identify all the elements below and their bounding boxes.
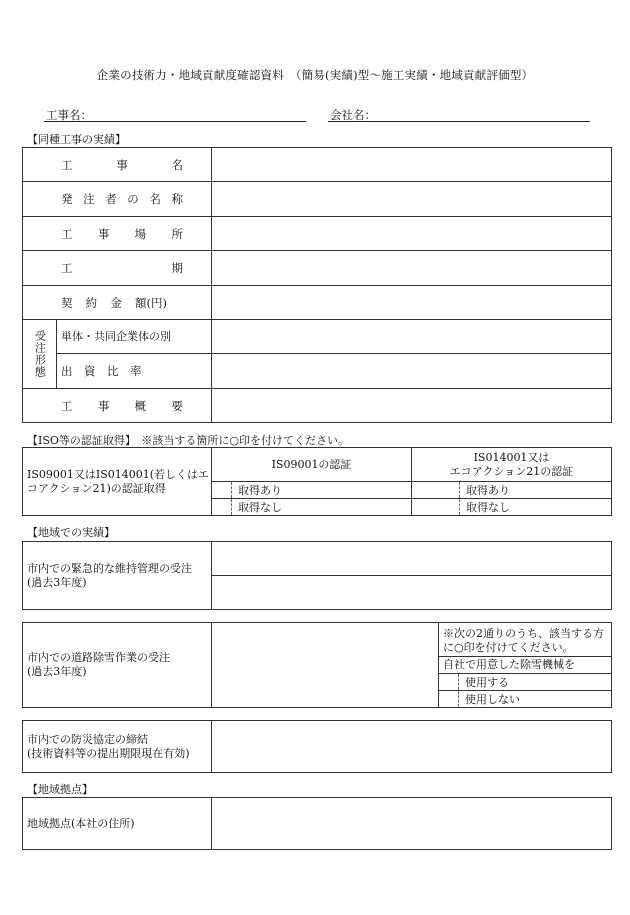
label-gaiyo: 工 事 概 要 (61, 398, 183, 413)
disaster-input[interactable] (212, 721, 612, 773)
snow-label (23, 651, 211, 679)
label-kouki: 工 期 (61, 261, 183, 275)
kaisha-name-field[interactable] (328, 121, 590, 122)
label-tantai: 単体・共同企業体の別 (61, 329, 171, 343)
snow-use[interactable] (459, 674, 612, 691)
row-label-tantai (57, 320, 212, 354)
input-kingaku[interactable] (212, 286, 612, 320)
row-label-gaiyo (23, 389, 212, 423)
maintenance-input-1[interactable] (212, 542, 612, 576)
snow-machine-cell (439, 657, 612, 674)
juchu-keitai-cell (23, 320, 57, 389)
row-label-basho (23, 217, 212, 251)
iso14001-yes[interactable] (460, 482, 612, 499)
snow-note: ※次の2通りのうち、該当する方に○印を付けてください。 (443, 626, 604, 654)
iso14001-yes-label: 取得あり (466, 484, 510, 497)
section-heading-base: 【地域拠点】 (27, 783, 93, 796)
snow-note-cell (439, 623, 612, 657)
iso9001-yes-label: 取得あり (238, 484, 282, 497)
iso9001-no[interactable] (232, 499, 412, 516)
iso14001-header (412, 448, 612, 482)
input-gaiyo[interactable] (212, 389, 612, 423)
koji-label: 工事名： (46, 108, 92, 122)
label-kingaku: 契 約 金 額(円) (61, 295, 167, 310)
koji-name-field[interactable] (44, 121, 306, 122)
row-label-koji-mei (23, 148, 212, 182)
iso14001-no[interactable] (460, 499, 612, 516)
snow-use-label: 使用する (465, 676, 509, 689)
row-label-kingaku (23, 286, 212, 320)
kaisha-label: 会社名： (330, 108, 376, 122)
iso14001-header-text (412, 451, 611, 479)
snow-label-line2: (過去3年度) (27, 665, 87, 678)
iso14001-no-mark[interactable] (412, 499, 460, 516)
iso9001-header-text: IS09001の認証 (271, 457, 352, 471)
snow-nouse[interactable] (459, 691, 612, 708)
iso9001-yes[interactable] (232, 482, 412, 499)
juchu-keitai-label: 受注形態 (33, 330, 47, 378)
disaster-label (23, 733, 211, 761)
row-label-kouki (23, 251, 212, 286)
input-tantai[interactable] (212, 320, 612, 354)
snow-machine: 自社で用意した除雪機械を (443, 658, 575, 671)
base-label-cell (23, 798, 212, 850)
maintenance-table (22, 541, 612, 610)
label-basho: 工 事 場 所 (61, 226, 183, 241)
maintenance-input-2[interactable] (212, 576, 612, 610)
disaster-label-cell (23, 721, 212, 773)
section-heading-iso: 【ISO等の認証取得】 ※該当する箇所に○印を付けてください。 (27, 434, 349, 447)
base-table (22, 797, 612, 850)
snow-table (22, 622, 612, 708)
base-label: 地域拠点(本社の住所) (27, 816, 135, 830)
section-heading-local: 【地域での実績】 (27, 526, 115, 539)
iso9001-no-label: 取得なし (238, 501, 282, 514)
iso-left-label-cell (23, 448, 212, 516)
row-label-shusshi (57, 354, 212, 389)
input-basho[interactable] (212, 217, 612, 251)
snow-label-line1: 市内での道路除雪作業の受注 (27, 651, 170, 664)
snow-nouse-label: 使用しない (465, 693, 520, 706)
base-input[interactable] (212, 798, 612, 850)
iso14001-yes-mark[interactable] (412, 482, 460, 499)
snow-use-mark[interactable] (439, 674, 459, 691)
works-table (22, 147, 612, 423)
disaster-table (22, 720, 612, 773)
snow-nouse-mark[interactable] (439, 691, 459, 708)
maintenance-label-line2: (過去3年度) (27, 575, 87, 589)
maintenance-label-cell (23, 542, 212, 610)
iso-table (22, 447, 612, 516)
iso14001-header-line2: エコアクション21の認証 (449, 464, 574, 478)
section-heading-works: 【同種工事の実績】 (27, 133, 126, 146)
input-shusshi[interactable] (212, 354, 612, 389)
input-kouki[interactable] (212, 251, 612, 286)
maintenance-label-line1: 市内での緊急的な維持管理の受注 (27, 561, 192, 575)
maintenance-label (23, 562, 211, 590)
disaster-label-line2: (技術資料等の提出期限現在有効) (27, 746, 190, 760)
iso14001-no-label: 取得なし (466, 501, 510, 514)
snow-label-cell (23, 623, 212, 708)
disaster-label-line1: 市内での防災協定の締結 (27, 732, 148, 746)
input-koji-mei[interactable] (212, 148, 612, 182)
row-label-hatchusha (23, 182, 212, 217)
label-shusshi: 出 資 比 率 (61, 364, 142, 378)
snow-input[interactable] (212, 623, 439, 708)
document-title: 企業の技術力・地域貢献度確認資料 （簡易(実績)型～施工実績・地域貢献評価型） (96, 68, 534, 82)
input-hatchusha[interactable] (212, 182, 612, 217)
label-koji-mei: 工 事 名 (61, 157, 183, 172)
iso9001-yes-mark[interactable] (212, 482, 232, 499)
iso9001-no-mark[interactable] (212, 499, 232, 516)
iso-left-label: IS09001又はIS014001(若しくはエコアクション21)の認証取得 (27, 467, 210, 495)
iso14001-header-line1: IS014001又は (473, 450, 550, 464)
label-hatchusha: 発 注 者 の 名 称 (61, 192, 183, 206)
iso9001-header (212, 448, 412, 482)
